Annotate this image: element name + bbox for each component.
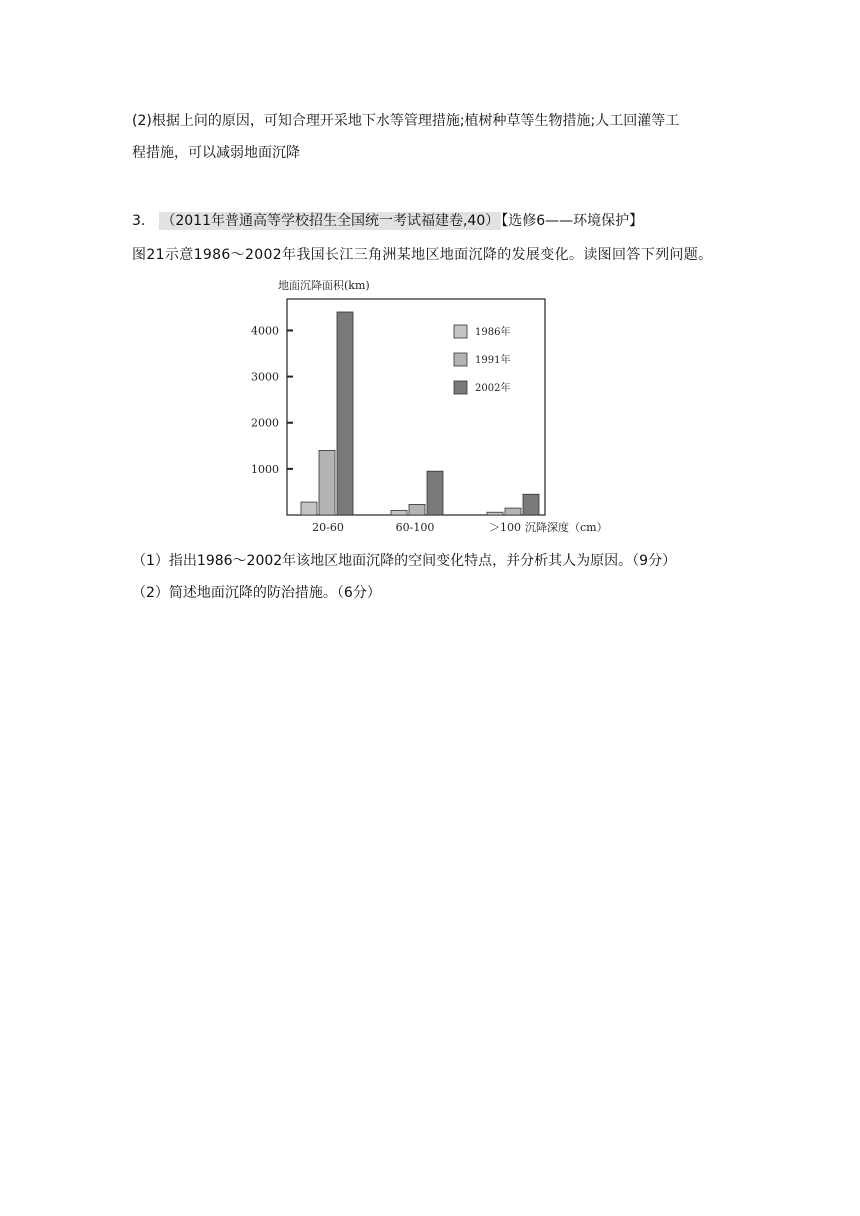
x-axis-label: 沉降深度（cm） xyxy=(525,521,608,534)
question-number: 3. xyxy=(132,213,146,229)
legend-label: 1986年 xyxy=(475,327,511,338)
sub-question-1: （1）指出1986～2002年该地区地面沉降的空间变化特点，并分析其人为原因。（9分） xyxy=(132,553,677,569)
bar-1991年->100 xyxy=(505,508,521,515)
bar-1986年-60-100 xyxy=(391,510,407,515)
question-3-header xyxy=(132,211,643,231)
bar-2002年-60-100 xyxy=(427,471,443,515)
question-intro: 图21示意1986～2002年我国长江三角洲某地区地面沉降的发展变化。读图回答下列问题。 xyxy=(132,247,713,263)
y-tick-label: 4000 xyxy=(251,324,279,338)
legend-label: 2002年 xyxy=(475,383,511,394)
answer-line-1: (2)根据上问的原因，可知合理开采地下水等管理措施;植树种草等生物措施;人工回灌等工 xyxy=(132,113,680,129)
y-axis-label: 地面沉降面积(km) xyxy=(278,279,370,292)
x-category-label: 20-60 xyxy=(312,521,344,534)
y-tick-label: 2000 xyxy=(251,416,279,430)
question-source: （2011年普通高等学校招生全国统一考试福建卷,40） xyxy=(161,213,500,229)
legend-swatch-1991年 xyxy=(454,353,467,366)
bar-1991年-60-100 xyxy=(409,504,425,515)
legend-label: 1991年 xyxy=(475,355,511,366)
sub-question-2: （2）简述地面沉降的防治措施。（6分） xyxy=(132,585,381,601)
x-category-label: ＞100 xyxy=(489,521,521,534)
question-module: 【选修6——环境保护】 xyxy=(501,213,644,229)
bar-1991年-20-60 xyxy=(319,450,335,515)
bar-1986年->100 xyxy=(487,512,503,515)
y-tick-label: 1000 xyxy=(251,462,279,476)
bar-1986年-20-60 xyxy=(301,502,317,515)
bar-2002年-20-60 xyxy=(337,312,353,515)
y-tick-label: 3000 xyxy=(251,370,279,384)
legend-swatch-1986年 xyxy=(454,325,467,338)
answer-line-2: 程措施，可以减弱地面沉降 xyxy=(132,145,300,161)
legend-swatch-2002年 xyxy=(454,381,467,394)
x-category-label: 60-100 xyxy=(395,521,435,534)
subsidence-bar-chart xyxy=(240,272,620,544)
bar-2002年->100 xyxy=(523,494,539,515)
